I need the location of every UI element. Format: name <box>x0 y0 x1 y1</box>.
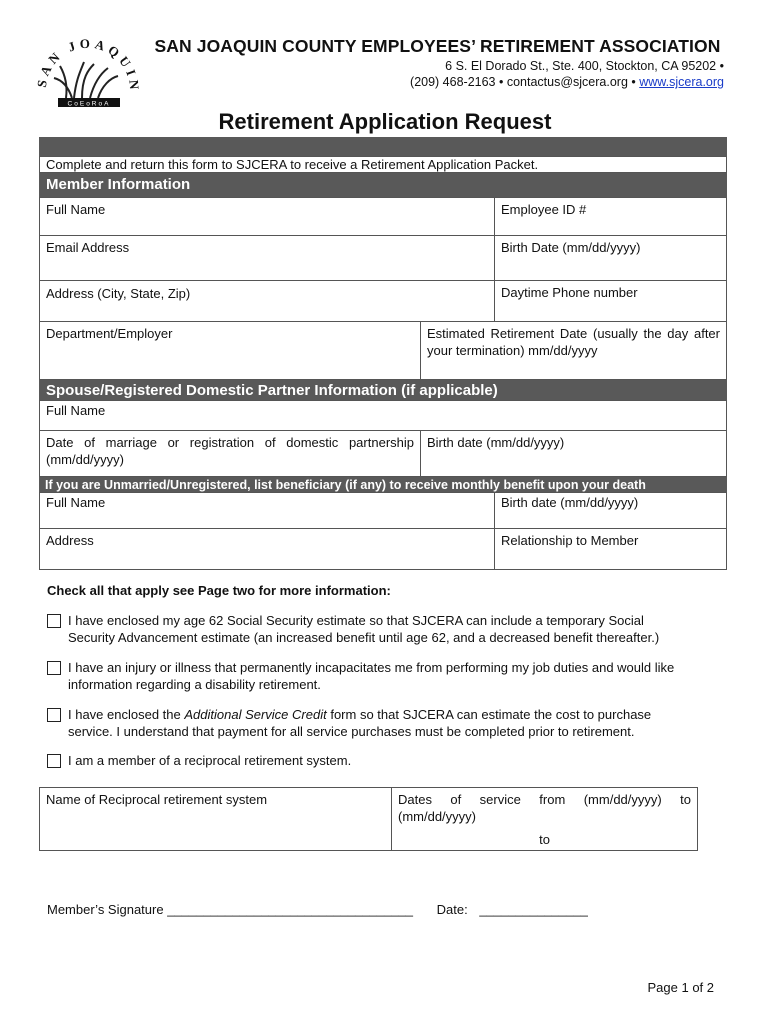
date-field[interactable]: _______________ <box>479 902 588 917</box>
beneficiary-address-field[interactable] <box>39 528 495 570</box>
org-name: SAN JOAQUIN COUNTY EMPLOYEES’ RETIREMENT ASSOCIATION <box>154 36 721 56</box>
reciprocal-checkbox[interactable] <box>47 754 61 768</box>
est-retirement-date-field[interactable] <box>420 321 727 380</box>
beneficiary-section-heading: If you are Unmarried/Unregistered, list beneficiary (if any) to receive monthly benefit upon your death <box>39 477 727 493</box>
logo-arc-text: SAN JOAQUIN <box>33 35 143 94</box>
address-field[interactable] <box>39 280 495 322</box>
spouse-section-heading: Spouse/Registered Domestic Partner Information (if applicable) <box>39 380 727 400</box>
employee-id-label: Employee ID # <box>501 202 587 217</box>
page-title: Retirement Application Request <box>218 109 552 134</box>
org-contact <box>410 75 724 89</box>
department-field[interactable] <box>39 321 421 380</box>
ss-estimate-line2: Security Advancement estimate (an increased benefit until age 62, and a decreased benefit thereafter.) <box>68 630 660 645</box>
logo-banner-text: CoEoRoA <box>67 100 111 108</box>
reciprocal-text: I am a member of a reciprocal retirement system. <box>68 753 352 768</box>
spouse-full-name-label: Full Name <box>46 403 106 418</box>
service-credit-line2: service. I understand that payment for all service purchases must be completed prior to retirement. <box>68 724 635 739</box>
spouse-birth-date-label: Birth date (mm/dd/yyyy) <box>427 435 565 450</box>
org-address: 6 S. El Dorado St., Ste. 400, Stockton, CA 95202 • <box>445 59 724 73</box>
phone-field[interactable] <box>494 280 727 322</box>
member-full-name-label: Full Name <box>46 202 106 217</box>
employee-id-field[interactable] <box>494 197 727 236</box>
svg-text:SAN JOAQUIN <box>34 36 142 94</box>
checklist-title: Check all that apply see Page two for more information: <box>47 583 391 598</box>
disability-line1: I have an injury or illness that permanently incapacitates me from performing my job duties and would like <box>68 660 675 675</box>
date-label: Date: <box>436 902 468 917</box>
phone-email: (209) 468-2163 • contactus@sjcera.org • <box>410 75 636 89</box>
beneficiary-address-label: Address <box>46 533 94 548</box>
spouse-full-name-field[interactable] <box>39 400 727 431</box>
beneficiary-full-name-field[interactable] <box>39 492 495 529</box>
website-link[interactable]: www.sjcera.org <box>639 75 724 89</box>
service-credit-line1 <box>68 706 718 723</box>
relationship-field[interactable] <box>494 528 727 570</box>
reciprocal-dates-field[interactable] <box>391 787 698 851</box>
service-credit-pre: I have enclosed the <box>68 707 185 722</box>
service-credit-text <box>68 706 718 740</box>
signature-line <box>47 902 588 917</box>
member-section-heading: Member Information <box>39 173 727 197</box>
beneficiary-birth-date-field[interactable] <box>494 492 727 529</box>
ss-estimate-line1: I have enclosed my age 62 Social Security estimate so that SJCERA can include a temporary Social <box>68 613 644 628</box>
signature-field[interactable]: __________________________________ <box>167 902 414 917</box>
sjcera-logo <box>28 28 148 118</box>
page-number: Page 1 of 2 <box>647 980 714 995</box>
service-credit-post: form so that SJCERA can estimate the cost to purchase <box>326 707 652 722</box>
relationship-label: Relationship to Member <box>501 533 639 548</box>
marriage-date-field[interactable] <box>39 430 421 477</box>
ss-estimate-text <box>68 612 718 646</box>
email-field[interactable] <box>39 235 495 281</box>
beneficiary-birth-date-label: Birth date (mm/dd/yyyy) <box>501 495 639 510</box>
member-full-name-field[interactable] <box>39 197 495 236</box>
est-retirement-label: Estimated Retirement Date (usually the day after your termination) mm/dd/yyyy <box>427 326 720 358</box>
instructions: Complete and return this form to SJCERA to receive a Retirement Application Packet. <box>39 156 727 173</box>
beneficiary-full-name-label: Full Name <box>46 495 106 510</box>
ss-estimate-checkbox[interactable] <box>47 614 61 628</box>
department-label: Department/Employer <box>46 326 173 341</box>
service-credit-form-name: Additional Service Credit <box>184 707 327 722</box>
address-label: Address (City, State, Zip) <box>46 286 191 301</box>
disability-text <box>68 659 718 693</box>
disability-line2: information regarding a disability retirement. <box>68 677 321 692</box>
member-birth-date-field[interactable] <box>494 235 727 281</box>
member-birth-date-label: Birth Date (mm/dd/yyyy) <box>501 240 641 255</box>
spouse-birth-date-field[interactable] <box>420 430 727 477</box>
email-label: Email Address <box>46 240 130 255</box>
service-credit-checkbox[interactable] <box>47 708 61 722</box>
reciprocal-system-name-field[interactable] <box>39 787 392 851</box>
reciprocal-dates-label: Dates of service from (mm/dd/yyyy) to (mm/dd/yyyy) <box>398 792 691 824</box>
phone-label: Daytime Phone number <box>501 285 638 300</box>
top-bar <box>39 137 727 156</box>
disability-checkbox[interactable] <box>47 661 61 675</box>
reciprocal-to-label: to <box>539 832 550 847</box>
marriage-date-label: Date of marriage or registration of domestic partnership (mm/dd/yyyy) <box>46 435 414 467</box>
reciprocal-system-label: Name of Reciprocal retirement system <box>46 792 268 807</box>
signature-label: Member’s Signature <box>47 902 164 917</box>
